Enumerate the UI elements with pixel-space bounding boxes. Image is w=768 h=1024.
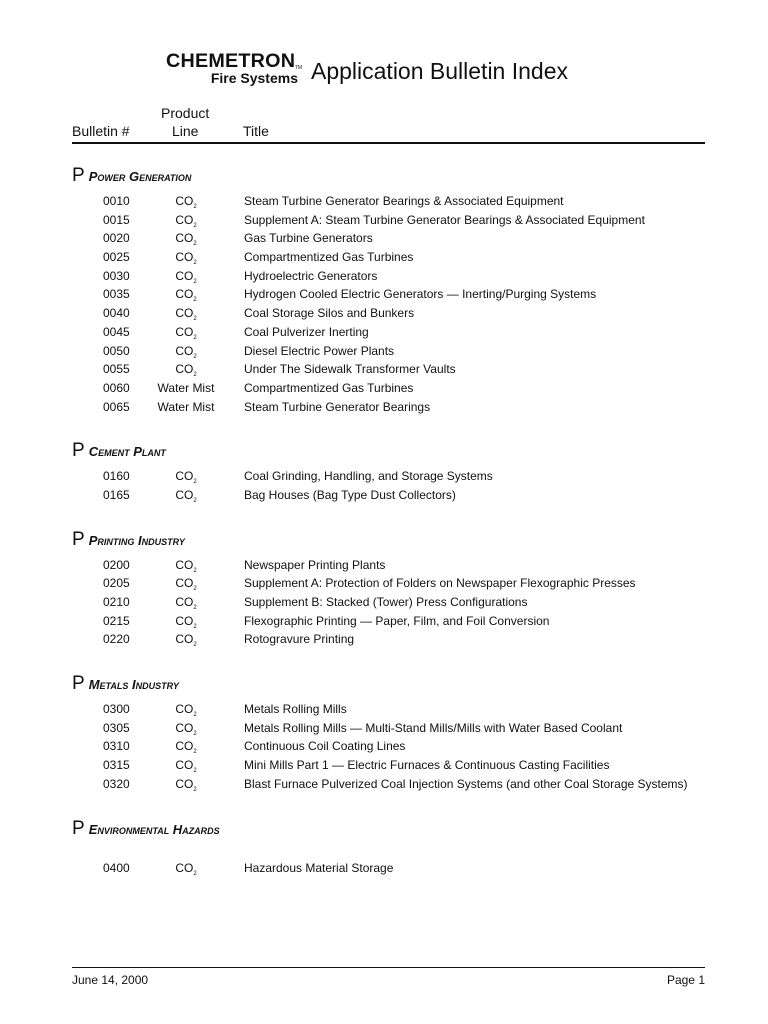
product-line-subscript: 2 bbox=[193, 260, 197, 267]
section-title: Environmental Hazards bbox=[88, 821, 220, 837]
product-line bbox=[150, 304, 222, 323]
bulletin-number: 0020 bbox=[103, 231, 130, 246]
bulletin-row bbox=[72, 323, 712, 342]
bulletin-row bbox=[72, 248, 712, 267]
section-marker: P bbox=[72, 528, 85, 550]
product-line-text: CO bbox=[175, 306, 194, 321]
bulletin-number: 0215 bbox=[103, 613, 130, 628]
section-title: Printing Industry bbox=[88, 532, 185, 548]
bulletin-number: 0015 bbox=[103, 212, 130, 227]
section-heading bbox=[72, 672, 712, 696]
bulletin-row bbox=[72, 211, 712, 230]
bulletin-title: Newspaper Printing Plants bbox=[244, 557, 386, 572]
bulletin-title: Hazardous Material Storage bbox=[244, 860, 394, 875]
bulletin-title: Metals Rolling Mills — Multi-Stand Mills/Mills with Water Based Coolant bbox=[244, 720, 623, 735]
product-line bbox=[150, 737, 222, 756]
product-line-subscript: 2 bbox=[193, 241, 197, 248]
column-header-title: Title bbox=[243, 123, 269, 139]
logo-trademark: TM bbox=[294, 65, 302, 71]
product-line bbox=[150, 192, 222, 211]
bulletin-row bbox=[72, 719, 712, 738]
bulletin-title: Supplement A: Protection of Folders on Newspaper Flexographic Presses bbox=[244, 576, 636, 591]
column-header-bulletin: Bulletin # bbox=[72, 123, 130, 139]
product-line-subscript: 2 bbox=[193, 353, 197, 360]
product-line bbox=[150, 379, 222, 398]
product-line-text: CO bbox=[175, 231, 194, 246]
product-line-text: Water Mist bbox=[157, 380, 215, 395]
section bbox=[72, 672, 712, 793]
bulletin-title: Coal Grinding, Handling, and Storage Systems bbox=[244, 469, 493, 484]
bulletin-number: 0200 bbox=[103, 557, 130, 572]
product-line-subscript: 2 bbox=[193, 372, 197, 379]
bulletin-title: Coal Pulverizer Inerting bbox=[244, 324, 369, 339]
product-line-text: CO bbox=[175, 758, 194, 773]
product-line bbox=[150, 556, 222, 575]
product-line bbox=[150, 700, 222, 719]
bulletin-title: Under The Sidewalk Transformer Vaults bbox=[244, 362, 456, 377]
bulletin-number: 0320 bbox=[103, 776, 130, 791]
product-line bbox=[150, 323, 222, 342]
bulletin-number: 0205 bbox=[103, 576, 130, 591]
product-line-text: CO bbox=[175, 595, 194, 609]
logo-subtitle: Fire Systems bbox=[210, 70, 298, 86]
product-line-text: CO bbox=[175, 250, 194, 265]
product-line-text: CO bbox=[175, 324, 194, 339]
section-marker: P bbox=[72, 673, 85, 695]
bulletin-title: Steam Turbine Generator Bearings & Associated Equipment bbox=[244, 194, 564, 208]
product-line bbox=[150, 267, 222, 286]
bulletin-title: Blast Furnace Pulverized Coal Injection Systems (and other Coal Storage Systems) bbox=[244, 776, 688, 791]
product-line-text: CO bbox=[175, 487, 194, 502]
section-marker: P bbox=[72, 817, 85, 839]
bulletin-title: Hydroelectric Generators bbox=[244, 268, 378, 283]
bulletin-row bbox=[72, 360, 712, 379]
bulletin-row bbox=[72, 304, 712, 323]
bulletin-row bbox=[72, 379, 712, 398]
bulletin-title: Supplement B: Stacked (Tower) Press Configurations bbox=[244, 595, 528, 609]
product-line-subscript: 2 bbox=[193, 730, 197, 737]
bulletin-row bbox=[72, 775, 712, 794]
bulletin-number: 0010 bbox=[103, 194, 130, 208]
product-line-text: CO bbox=[175, 362, 194, 377]
section-heading bbox=[72, 817, 712, 841]
bulletin-number: 0210 bbox=[103, 595, 130, 609]
product-line-subscript: 2 bbox=[193, 642, 197, 649]
product-line-subscript: 2 bbox=[193, 586, 197, 593]
bulletin-number: 0035 bbox=[103, 287, 130, 302]
footer-rule bbox=[72, 967, 705, 968]
product-line-text: CO bbox=[175, 702, 194, 717]
product-line-subscript: 2 bbox=[193, 605, 197, 611]
bulletin-title: Rotogravure Printing bbox=[244, 632, 355, 647]
bulletin-title: Mini Mills Part 1 — Electric Furnaces & Continuous Casting Facilities bbox=[244, 758, 610, 773]
product-line-subscript: 2 bbox=[193, 278, 197, 285]
product-line-subscript: 2 bbox=[193, 479, 197, 486]
bulletin-row bbox=[72, 285, 712, 304]
bulletin-row bbox=[72, 593, 712, 612]
header-rule bbox=[72, 142, 705, 144]
bulletin-number: 0040 bbox=[103, 306, 130, 321]
product-line-text: CO bbox=[175, 268, 194, 283]
bulletin-number: 0065 bbox=[103, 399, 130, 414]
bulletin-number: 0220 bbox=[103, 632, 130, 647]
product-line bbox=[150, 342, 222, 361]
section-heading bbox=[72, 528, 712, 552]
bulletin-title: Continuous Coil Coating Lines bbox=[244, 739, 406, 754]
product-line-text: CO bbox=[175, 860, 194, 875]
product-line-subscript: 2 bbox=[193, 712, 197, 719]
bulletin-number: 0160 bbox=[103, 469, 130, 484]
product-line bbox=[150, 248, 222, 267]
bulletin-row bbox=[72, 342, 712, 361]
product-line bbox=[150, 593, 222, 612]
bulletin-row bbox=[72, 756, 712, 775]
product-line-text: CO bbox=[175, 287, 194, 302]
product-line-text: CO bbox=[175, 739, 194, 754]
bulletin-row bbox=[72, 556, 712, 575]
bulletin-number: 0050 bbox=[103, 343, 130, 358]
product-line-subscript: 2 bbox=[193, 786, 197, 793]
bulletin-row bbox=[72, 467, 712, 486]
section bbox=[72, 164, 712, 416]
column-header-line: Line bbox=[172, 123, 199, 139]
product-line-subscript: 2 bbox=[193, 297, 197, 304]
product-line-text: CO bbox=[175, 632, 194, 647]
bulletin-row bbox=[72, 229, 712, 248]
bulletin-number: 0305 bbox=[103, 720, 130, 735]
product-line-text: CO bbox=[175, 613, 194, 628]
bulletin-number: 0045 bbox=[103, 324, 130, 339]
bulletin-row bbox=[72, 192, 712, 211]
section-marker: P bbox=[72, 440, 85, 462]
product-line bbox=[150, 775, 222, 794]
section-title: Metals Industry bbox=[88, 677, 179, 693]
bulletin-row bbox=[72, 700, 712, 719]
product-line bbox=[150, 486, 222, 505]
bulletin-number: 0300 bbox=[103, 702, 130, 717]
bulletin-title: Bag Houses (Bag Type Dust Collectors) bbox=[244, 487, 456, 502]
product-line bbox=[150, 630, 222, 649]
product-line bbox=[150, 612, 222, 631]
bulletin-row bbox=[72, 859, 712, 878]
bulletin-row bbox=[72, 398, 712, 417]
document-title: Application Bulletin Index bbox=[311, 58, 568, 84]
section-heading bbox=[72, 164, 712, 188]
bulletin-number: 0315 bbox=[103, 758, 130, 773]
product-line-text: CO bbox=[175, 776, 194, 791]
logo-wordmark: CHEMETRON bbox=[166, 51, 296, 72]
product-line-subscript: 2 bbox=[193, 567, 197, 574]
bulletin-number: 0030 bbox=[103, 268, 130, 283]
product-line-text: CO bbox=[175, 720, 194, 735]
bulletin-title: Metals Rolling Mills bbox=[244, 702, 347, 717]
product-line bbox=[150, 229, 222, 248]
bulletin-title: Diesel Electric Power Plants bbox=[244, 343, 395, 358]
footer-page-number: Page 1 bbox=[666, 973, 705, 987]
product-line bbox=[150, 360, 222, 379]
bulletin-row bbox=[72, 630, 712, 649]
bulletin-number: 0060 bbox=[103, 380, 130, 395]
bulletin-title: Steam Turbine Generator Bearings bbox=[244, 399, 431, 414]
bulletin-title: Gas Turbine Generators bbox=[244, 231, 373, 246]
column-header-product: Product bbox=[161, 105, 210, 121]
product-line bbox=[150, 285, 222, 304]
product-line-text: CO bbox=[175, 194, 194, 208]
bulletin-title: Supplement A: Steam Turbine Generator Bearings & Associated Equipment bbox=[244, 212, 645, 227]
bulletin-title: Hydrogen Cooled Electric Generators — Inerting/Purging Systems bbox=[244, 287, 597, 302]
product-line-subscript: 2 bbox=[193, 749, 197, 756]
bulletin-number: 0025 bbox=[103, 250, 130, 265]
bulletin-number: 0165 bbox=[103, 487, 130, 502]
product-line bbox=[150, 859, 222, 878]
product-line bbox=[150, 719, 222, 738]
product-line-subscript: 2 bbox=[193, 316, 197, 323]
section-heading bbox=[72, 439, 712, 463]
bulletin-sections bbox=[72, 164, 712, 877]
product-line-subscript: 2 bbox=[193, 334, 197, 341]
bulletin-row bbox=[72, 574, 712, 593]
product-line bbox=[150, 398, 222, 417]
product-line bbox=[150, 756, 222, 775]
bulletin-number: 0310 bbox=[103, 739, 130, 754]
product-line-text: CO bbox=[175, 557, 194, 572]
bulletin-row bbox=[72, 267, 712, 286]
product-line bbox=[150, 467, 222, 486]
bulletin-title: Coal Storage Silos and Bunkers bbox=[244, 306, 415, 321]
product-line bbox=[150, 574, 222, 593]
section bbox=[72, 439, 712, 504]
bulletin-title: Compartmentized Gas Turbines bbox=[244, 380, 414, 395]
bulletin-title: Flexographic Printing — Paper, Film, and Foil Conversion bbox=[244, 613, 550, 628]
product-line-subscript: 2 bbox=[193, 768, 197, 775]
product-line-subscript: 2 bbox=[193, 204, 197, 210]
footer-date: June 14, 2000 bbox=[72, 973, 149, 987]
bulletin-row bbox=[72, 737, 712, 756]
bulletin-row bbox=[72, 486, 712, 505]
section-title: Power Generation bbox=[88, 169, 192, 184]
product-line-text: CO bbox=[175, 212, 194, 227]
section-marker: P bbox=[72, 165, 85, 186]
product-line-subscript: 2 bbox=[193, 222, 197, 229]
chemetron-logo bbox=[166, 52, 300, 90]
product-line-text: CO bbox=[175, 469, 194, 484]
section-title: Cement Plant bbox=[88, 444, 166, 460]
product-line-subscript: 2 bbox=[193, 870, 197, 877]
bulletin-number: 0400 bbox=[103, 860, 130, 875]
bulletin-number: 0055 bbox=[103, 362, 130, 377]
product-line-subscript: 2 bbox=[193, 623, 197, 630]
product-line bbox=[150, 211, 222, 230]
product-line-text: CO bbox=[175, 576, 194, 591]
product-line-text: Water Mist bbox=[157, 399, 215, 414]
section bbox=[72, 817, 712, 878]
section bbox=[72, 528, 712, 649]
product-line-text: CO bbox=[175, 343, 194, 358]
product-line-subscript: 2 bbox=[193, 497, 197, 504]
bulletin-title: Compartmentized Gas Turbines bbox=[244, 250, 414, 265]
bulletin-row bbox=[72, 612, 712, 631]
